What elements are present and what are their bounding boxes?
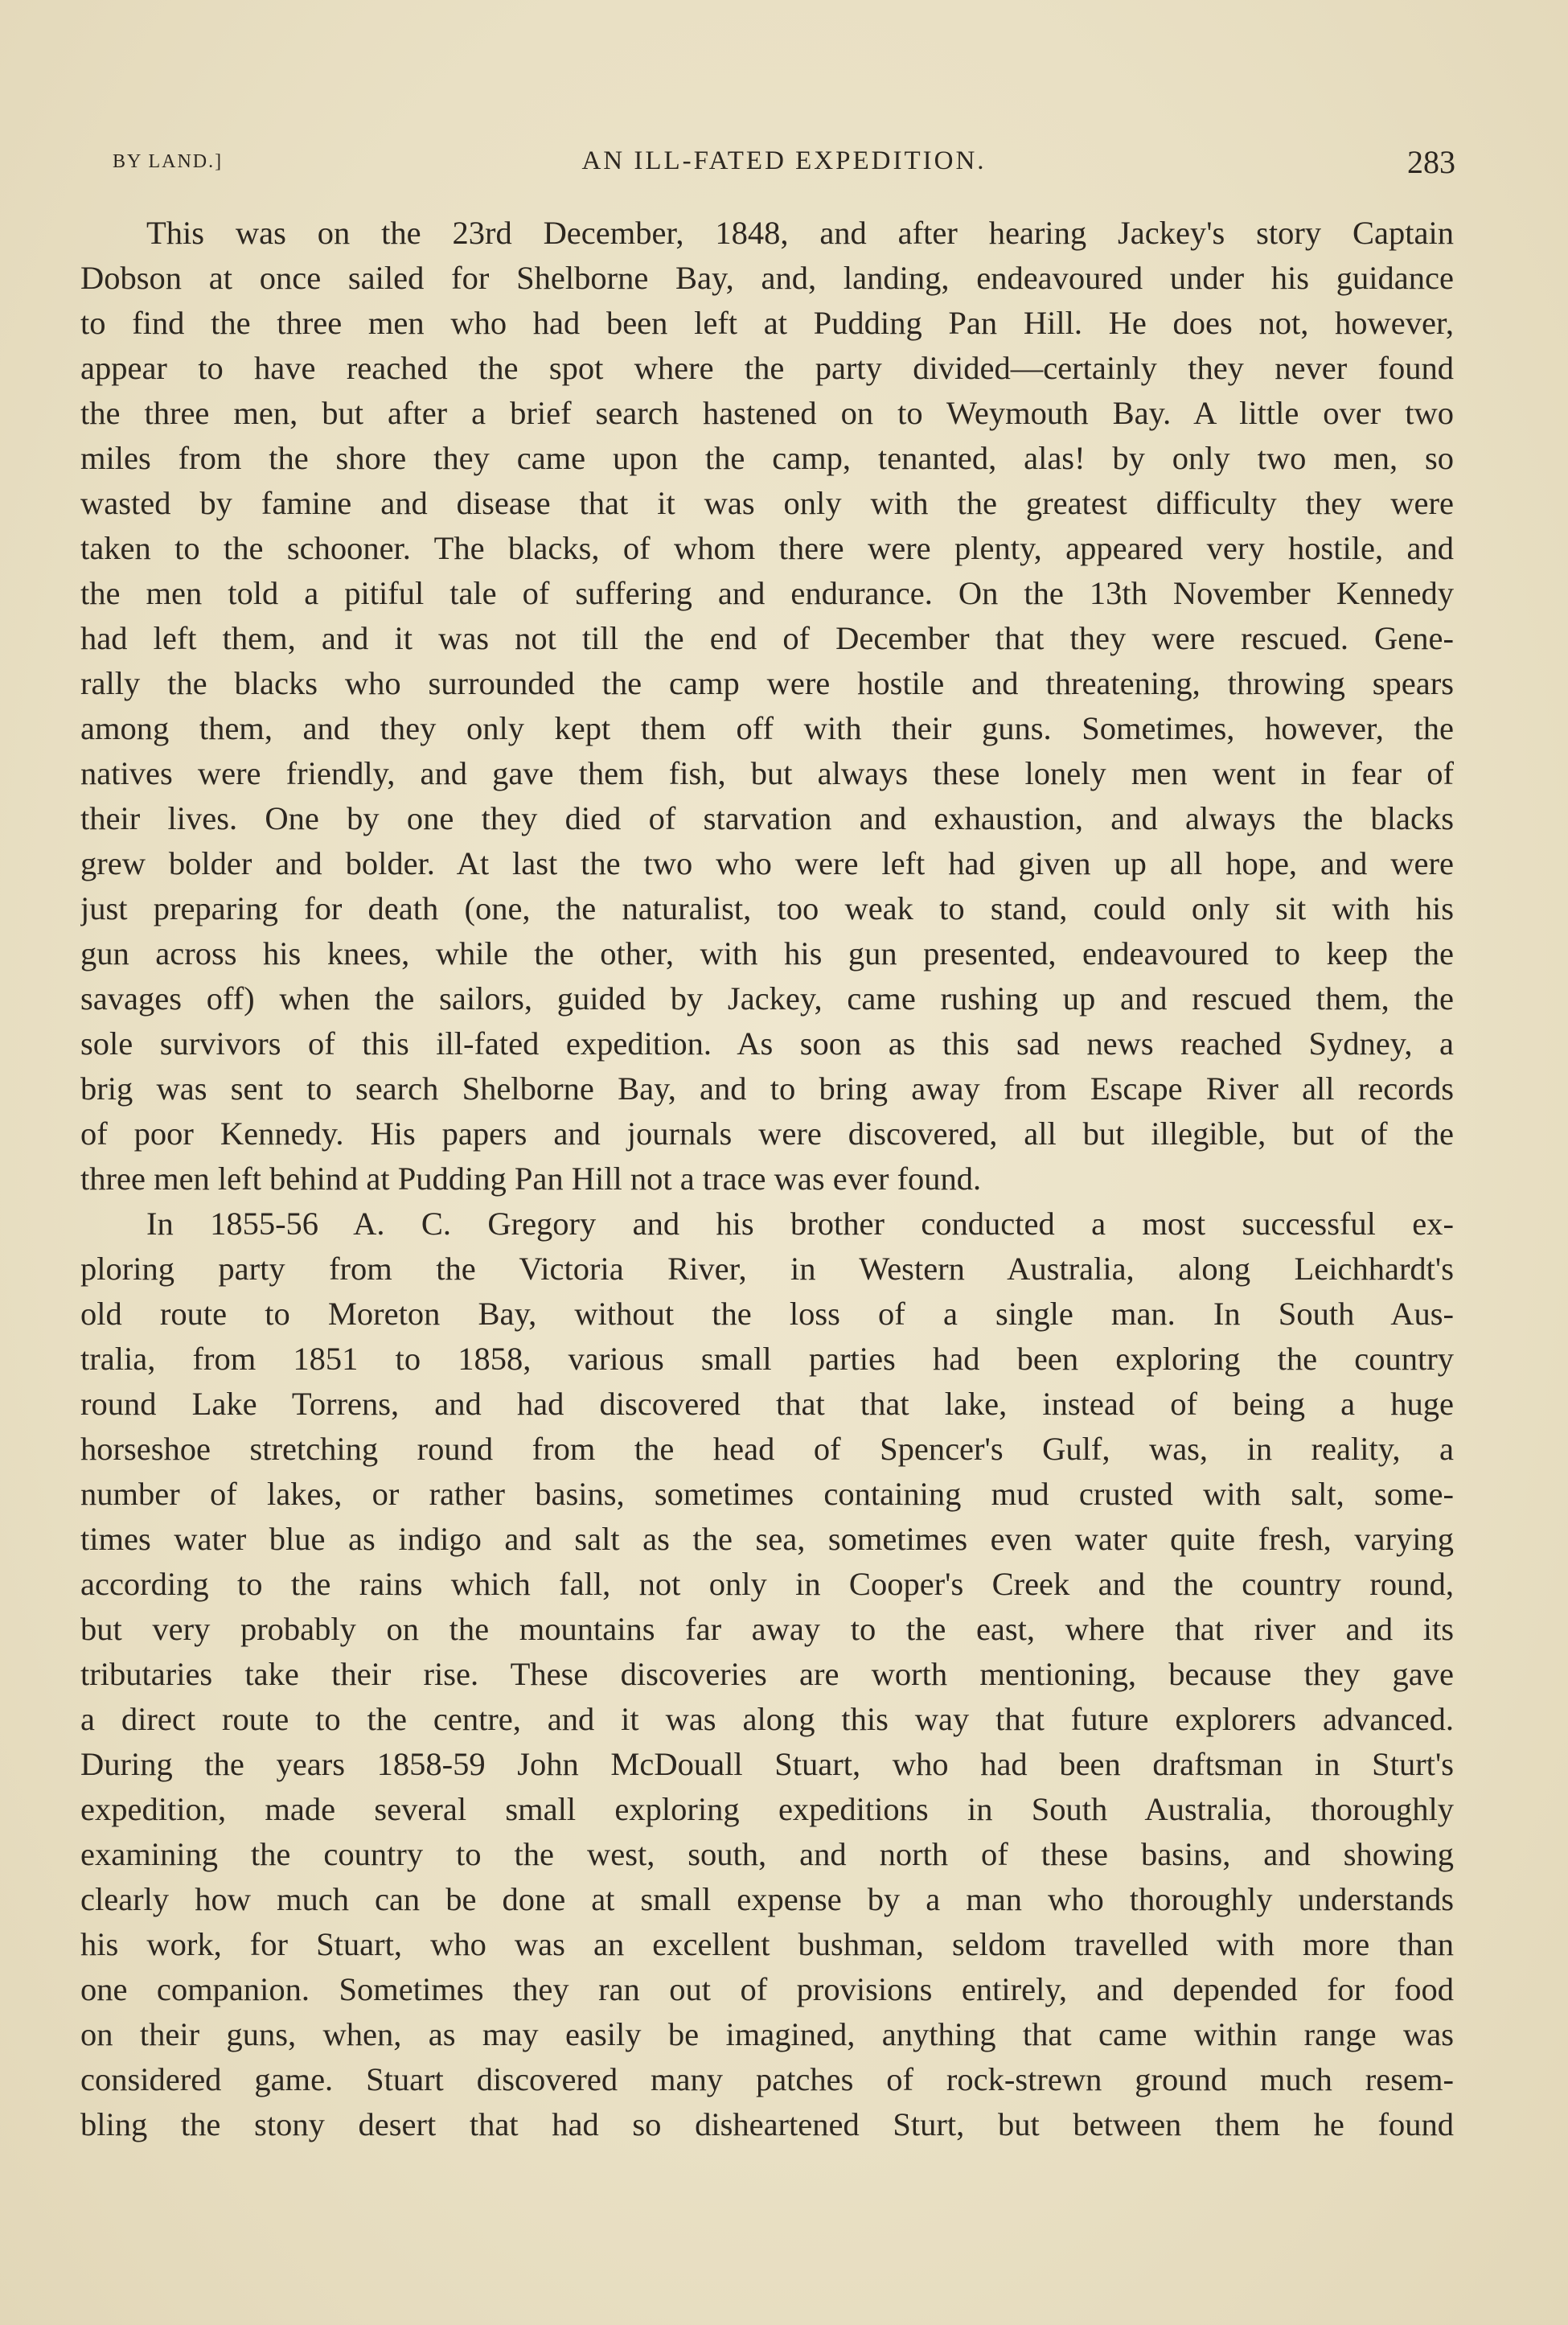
text-line: old route to Moreton Bay, without the loss of a single man. In South Aus- <box>80 1296 1454 1332</box>
text-line: three men left behind at Pudding Pan Hill not a trace was ever found. <box>80 1160 982 1197</box>
text-line: clearly how much can be done at small expense by a man who thoroughly understands <box>80 1881 1454 1917</box>
text-line: brig was sent to search Shelborne Bay, and to bring away from Escape River all records <box>80 1070 1454 1107</box>
text-line: During the years 1858-59 John McDouall Stuart, who had been draftsman in Sturt's <box>80 1746 1454 1782</box>
running-head <box>113 143 1455 191</box>
text-line: natives were friendly, and gave them fish, but always these lonely men went in fear of <box>80 755 1454 791</box>
text-line: gun across his knees, while the other, with his gun presented, endeavoured to keep the <box>80 935 1454 971</box>
text-line: had left them, and it was not till the end of December that they were rescued. Gene- <box>80 620 1454 656</box>
text-line: their lives. One by one they died of starvation and exhaustion, and always the blacks <box>80 800 1454 836</box>
text-line: taken to the schooner. The blacks, of whom there were plenty, appeared very hostile, and <box>80 530 1454 566</box>
text-line: horseshoe stretching round from the head of Spencer's Gulf, was, in reality, a <box>80 1431 1454 1467</box>
text-line: grew bolder and bolder. At last the two who were left had given up all hope, and were <box>80 845 1454 881</box>
text-line: among them, and they only kept them off with their guns. Sometimes, however, the <box>80 710 1454 746</box>
text-line: sole survivors of this ill-fated expedition. As soon as this sad news reached Sydney, a <box>80 1025 1454 1062</box>
page-number: 283 <box>1407 144 1455 180</box>
text-line: examining the country to the west, south, and north of these basins, and showing <box>80 1836 1454 1872</box>
text-line: the three men, but after a brief search hastened on to Weymouth Bay. A little over two <box>80 395 1454 431</box>
text-line: on their guns, when, as may easily be imagined, anything that came within range was <box>80 2016 1454 2052</box>
text-line: to find the three men who had been left at Pudding Pan Hill. He does not, however, <box>80 305 1454 341</box>
text-line: just preparing for death (one, the naturalist, too weak to stand, could only sit with his <box>80 890 1454 926</box>
text-line: a direct route to the centre, and it was along this way that future explorers advanced. <box>80 1701 1454 1737</box>
text-line: one companion. Sometimes they ran out of provisions entirely, and depended for food <box>80 1971 1454 2007</box>
text-line: appear to have reached the spot where the party divided—certainly they never found <box>80 350 1454 386</box>
text-line: according to the rains which fall, not only in Cooper's Creek and the country round, <box>80 1566 1454 1602</box>
text-line: miles from the shore they came upon the camp, tenanted, alas! by only two men, so <box>80 440 1454 476</box>
text-line: This was on the 23rd December, 1848, and after hearing Jackey's story Captain <box>146 215 1454 251</box>
body-text <box>80 211 1454 2147</box>
text-line: round Lake Torrens, and had discovered that that lake, instead of being a huge <box>80 1386 1454 1422</box>
text-line: ploring party from the Victoria River, in Western Australia, along Leichhardt's <box>80 1251 1454 1287</box>
text-line: expedition, made several small exploring expeditions in South Australia, thoroughly <box>80 1791 1454 1827</box>
text-line: number of lakes, or rather basins, sometimes containing mud crusted with salt, some- <box>80 1476 1454 1512</box>
text-line: of poor Kennedy. His papers and journals were discovered, all but illegible, but of the <box>80 1115 1454 1152</box>
text-line: rally the blacks who surrounded the camp were hostile and threatening, throwing spears <box>80 665 1454 701</box>
text-line: wasted by famine and disease that it was only with the greatest difficulty they were <box>80 485 1454 521</box>
text-line: bling the stony desert that had so disheartened Sturt, but between them he found <box>80 2106 1454 2142</box>
text-line: the men told a pitiful tale of suffering and endurance. On the 13th November Kennedy <box>80 575 1454 611</box>
section-marker: BY LAND.] <box>113 151 224 172</box>
text-line: considered game. Stuart discovered many patches of rock-strewn ground much resem- <box>80 2061 1454 2097</box>
text-line: savages off) when the sailors, guided by Jackey, came rushing up and rescued them, the <box>80 980 1454 1017</box>
text-line: tralia, from 1851 to 1858, various small parties had been exploring the country <box>80 1341 1454 1377</box>
text-line: his work, for Stuart, who was an excellent bushman, seldom travelled with more than <box>80 1926 1454 1962</box>
text-line: In 1855-56 A. C. Gregory and his brother conducted a most successful ex- <box>146 1206 1454 1242</box>
text-line: but very probably on the mountains far away to the east, where that river and its <box>80 1611 1454 1647</box>
page-title: AN ILL-FATED EXPEDITION. <box>581 146 987 175</box>
text-line: tributaries take their rise. These discoveries are worth mentioning, because they gave <box>80 1656 1454 1692</box>
text-line: times water blue as indigo and salt as the sea, sometimes even water quite fresh, varying <box>80 1521 1454 1557</box>
text-line: Dobson at once sailed for Shelborne Bay, and, landing, endeavoured under his guidance <box>80 260 1454 296</box>
